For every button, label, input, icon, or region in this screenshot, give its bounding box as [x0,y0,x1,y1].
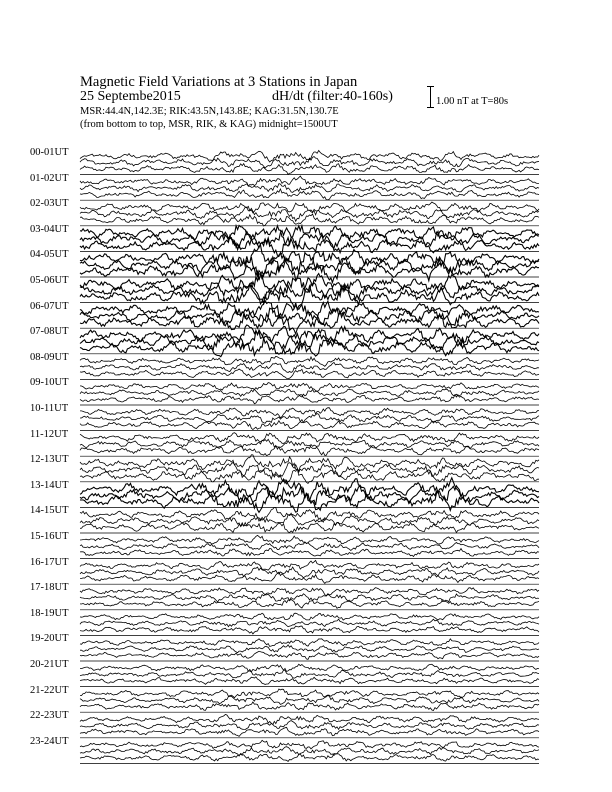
hour-label: 16-17UT [30,556,69,568]
trace-rik-09-10ut [80,389,539,397]
trace-rik-17-18ut [80,594,539,602]
trace-kag-17-18ut [80,588,539,596]
trace-msr-17-18ut [80,600,539,609]
trace-kag-06-07ut [80,301,539,320]
trace-msr-19-20ut [80,651,539,659]
station-coordinates: MSR:44.4N,142.3E; RIK:43.5N,143.8E; KAG:31.5N,130.7E [80,106,339,117]
hour-label: 20-21UT [30,659,69,670]
hour-label: 02-03UT [30,198,69,210]
trace-msr-11-12ut [80,445,539,456]
trace-kag-20-21ut [80,664,539,672]
hour-label: 05-06UT [30,275,69,286]
chart-title: Magnetic Field Variations at 3 Stations in Japan [80,74,358,90]
hour-label: 07-08UT [30,326,69,338]
hour-label: 12-13UT [30,454,69,466]
hour-label: 10-11UT [30,403,69,414]
hour-label: 04-05UT [30,249,69,261]
trace-rik-19-20ut [80,645,539,653]
hour-label: 06-07UT [30,300,69,312]
trace-msr-18-19ut [80,626,539,634]
trace-kag-14-15ut [80,507,539,521]
trace-kag-22-23ut [80,715,539,725]
trace-kag-15-16ut [80,535,539,544]
trace-rik-10-11ut [80,414,539,424]
trace-rik-07-08ut [80,330,539,352]
hour-label: 15-16UT [30,531,69,542]
trace-msr-08-09ut [80,369,539,379]
trace-rik-15-16ut [80,542,539,550]
trace-kag-16-17ut [80,560,539,570]
trace-msr-16-17ut [80,572,539,583]
trace-kag-02-03ut [80,202,539,213]
hour-label: 03-04UT [30,223,69,235]
chart-quantity: dH/dt (filter:40-160s) [272,89,393,104]
hour-label: 01-02UT [30,172,69,184]
trace-kag-09-10ut [80,383,539,392]
trace-msr-10-11ut [80,421,539,430]
trace-msr-23-24ut [80,753,539,761]
chart-date: 25 Septembe2015 [80,89,181,104]
hour-label: 11-12UT [30,428,69,440]
trace-rik-16-17ut [80,567,539,578]
trace-kag-01-02ut [80,176,539,186]
hour-label: 23-24UT [30,735,69,747]
trace-kag-21-22ut [80,689,539,698]
trace-rik-13-14ut [80,486,539,505]
hour-label: 13-14UT [30,479,69,491]
trace-msr-20-21ut [80,677,539,685]
trace-kag-19-20ut [80,639,539,647]
hour-label: 09-10UT [30,377,69,389]
trace-rik-23-24ut [80,747,539,756]
trace-msr-09-10ut [80,395,539,404]
trace-kag-23-24ut [80,740,539,749]
hour-label: 21-22UT [30,684,69,696]
hour-label: 19-20UT [30,633,69,645]
trace-msr-00-01ut [80,164,539,175]
trace-rik-20-21ut [80,670,539,678]
scale-label: 1.00 nT at T=80s [436,96,509,107]
trace-kag-18-19ut [80,613,539,620]
trace-rik-18-19ut [80,619,539,627]
hour-label: 18-19UT [30,607,69,619]
hour-label: 14-15UT [30,505,69,517]
hour-label: 22-23UT [30,710,69,722]
station-order-note: (from bottom to top, MSR, RIK, & KAG) midnight=1500UT [80,119,338,130]
trace-kag-11-12ut [80,433,539,444]
trace-msr-02-03ut [80,214,539,226]
hour-label: 00-01UT [30,147,69,158]
hour-label: 08-09UT [30,351,69,363]
hour-label: 17-18UT [30,582,69,594]
trace-msr-01-02ut [80,189,539,200]
trace-kag-12-13ut [80,455,539,471]
trace-msr-15-16ut [80,549,539,557]
